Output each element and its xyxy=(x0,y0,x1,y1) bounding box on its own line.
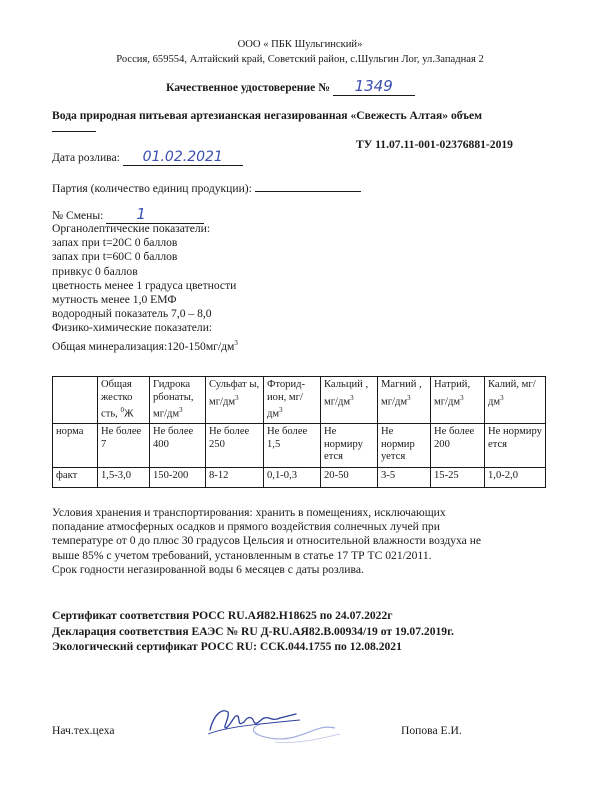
product-name: Вода природная питьевая артезианская негазированная «Свежесть Алтая» объем xyxy=(52,109,483,122)
indicators-table xyxy=(52,376,546,488)
row-label: норма xyxy=(53,424,98,468)
storage-line: выше 85% с учетом требований, установленным в статье 17 ТР ТС 021/2011. xyxy=(52,548,432,562)
table-cell: Не более 250 xyxy=(206,424,264,468)
table-cell: 20-50 xyxy=(321,468,378,488)
batch-row xyxy=(52,179,361,196)
table-header-cell: Гидрока рбонаты, $мг/дм^3$ xyxy=(150,377,206,424)
storage-line: Условия хранения и транспортирования: хранить в помещениях, исключающих xyxy=(52,506,446,519)
physchem-title: Физико-химические показатели: xyxy=(52,321,213,335)
certificate-line: Экологический сертификат РОСС RU: ССК.044.1755 по 12.08.2021 xyxy=(52,640,402,653)
storage-line: температуре от 0 до плюс 30 градусов Цельсия и относительной влажности воздуха не xyxy=(52,534,482,548)
signer-name: Попова Е.И. xyxy=(401,724,462,737)
company-name: ООО « ПБК Шульгинский» xyxy=(237,39,363,50)
table-cell: 8-12 xyxy=(206,468,264,488)
table-cell: Не более 400 xyxy=(150,424,206,468)
certificates-block xyxy=(52,608,454,655)
table-cell: 1,5-3,0 xyxy=(98,468,150,488)
certificate-number: 1349 xyxy=(354,77,393,95)
table-cell: Не более 200 xyxy=(431,424,485,468)
table-cell: Не более 7 xyxy=(98,424,150,468)
storage-line: попадание атмосферных осадков и прямого воздействия солнечных лучей при xyxy=(52,520,440,534)
batch-label: Партия (количество единиц продукции): xyxy=(52,182,252,195)
organoleptic-title: Органолептические показатели: xyxy=(52,222,211,235)
signer-position: Нач.тех.цеха xyxy=(52,724,115,737)
signature-stamp-image xyxy=(200,694,350,744)
row-label: факт xyxy=(53,468,98,488)
fill-date-value: 01.02.2021 xyxy=(142,149,223,165)
table-cell: Не нормиру ется xyxy=(485,424,546,468)
table-cell: Не нормиру ется xyxy=(321,424,378,468)
shift-label: № Смены: xyxy=(52,209,104,222)
certificate-line: Сертификат соответствия РОСС RU.АЯ82.Н18625 по 24.07.2022г xyxy=(52,609,393,622)
stamp-arc xyxy=(253,724,335,739)
table-cell: 1,0-2,0 xyxy=(485,468,546,488)
table-header-row xyxy=(53,377,546,424)
organoleptic-line: запах при t=20C 0 баллов xyxy=(52,236,178,250)
organoleptic-line: запах при t=60C 0 баллов xyxy=(52,250,178,264)
storage-block xyxy=(52,506,481,577)
table-header-cell xyxy=(53,377,98,424)
table-header-cell: Натрий, $мг/дм^3$ xyxy=(431,377,485,424)
batch-blank xyxy=(255,179,361,192)
organoleptic-line: мутность менее 1,0 ЕМФ xyxy=(52,293,177,307)
table-cell: 0,1-0,3 xyxy=(264,468,321,488)
signature-stroke xyxy=(210,711,296,730)
volume-underline xyxy=(52,131,96,132)
table-header-cell: Калий, $мг/дм^3$ xyxy=(485,377,546,424)
table-header-cell: Фторид-ион, $мг/дм^3$ xyxy=(264,377,321,424)
mineralization-line: Общая $минерализация:120-150мг/дм^3$ xyxy=(52,338,238,353)
table-header-cell: Кальций , $мг/дм^3$ xyxy=(321,377,378,424)
table-header-cell: Сульфат ы, $мг/дм^3$ xyxy=(206,377,264,424)
table-row xyxy=(53,468,546,488)
table-row xyxy=(53,424,546,468)
organoleptic-line: цветность менее 1 градуса цветности xyxy=(52,278,237,292)
certificate-title xyxy=(166,79,415,96)
organoleptic-line: привкус 0 баллов xyxy=(52,264,138,278)
tu-number: ТУ 11.07.11-001-02376881-2019 xyxy=(356,138,513,151)
table-cell: 3-5 xyxy=(378,468,431,488)
certificate-label: Качественное удостоверение № xyxy=(166,81,330,94)
table-header-cell: Общая жестко сть, $^0$Ж xyxy=(98,377,150,424)
organoleptic-line: водородный показатель 7,0 – 8,0 xyxy=(52,307,212,321)
company-address: Россия, 659554, Алтайский край, Советский район, с.Шульгин Лог, ул.Западная 2 xyxy=(116,54,484,65)
table-cell: Не более 1,5 xyxy=(264,424,321,468)
fill-date-label: Дата розлива: xyxy=(52,151,120,164)
table-cell: Не нормир уется xyxy=(378,424,431,468)
table-cell: 150-200 xyxy=(150,468,206,488)
table-header-cell: Магний , $мг/дм^3$ xyxy=(378,377,431,424)
storage-line: Срок годности негазированной воды 6 месяцев с даты розлива. xyxy=(52,562,364,576)
organoleptic-block xyxy=(52,222,238,354)
shift-value: 1 xyxy=(136,205,146,223)
fill-date-row xyxy=(52,150,243,166)
table-cell: 15-25 xyxy=(431,468,485,488)
certificate-line: Декларация соответствия ЕАЭС № RU Д-RU.АЯ82.В.00934/19 от 19.07.2019г. xyxy=(52,624,454,638)
